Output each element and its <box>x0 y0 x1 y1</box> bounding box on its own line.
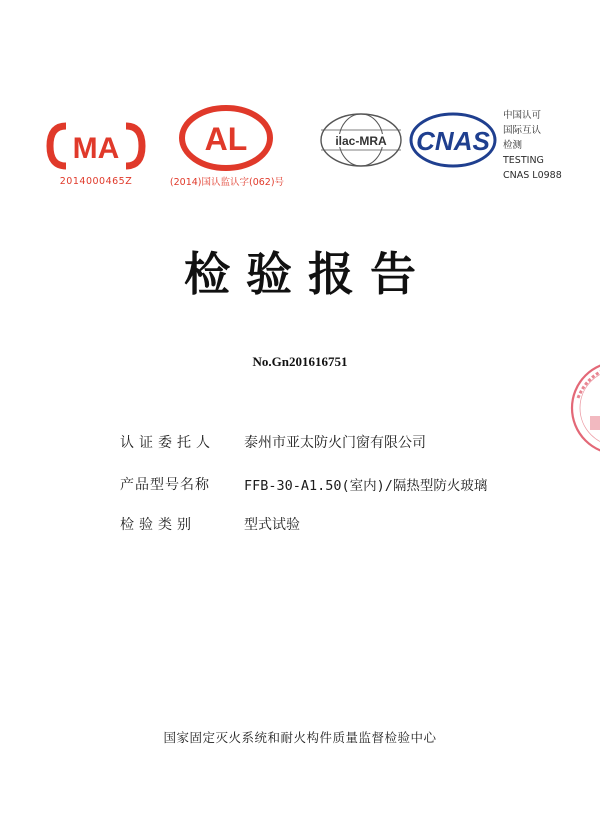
issuing-organization: 国家固定灭火系统和耐火构件质量监督检验中心 <box>163 730 437 745</box>
cnas-logo <box>408 110 498 170</box>
cma-logo-icon <box>46 118 146 174</box>
cnas-accreditation-text <box>503 108 593 183</box>
cal-logo <box>162 104 292 196</box>
cma-code: 2014000465Z <box>59 176 133 187</box>
report-number: No.Gn201616751 <box>252 354 348 369</box>
seal-stamp-icon <box>556 358 600 458</box>
field-label: 产品型号名称 <box>120 477 210 493</box>
cnas-line: TESTING <box>503 155 544 166</box>
cnas-line: 中国认可 <box>503 110 542 121</box>
cnas-logo-icon <box>408 110 498 170</box>
cnas-mark-text: CNAS <box>416 126 490 156</box>
field-label: 检验类别 <box>120 517 196 533</box>
cnas-line: 检测 <box>503 140 523 151</box>
cnas-line: CNAS L0988 <box>503 170 562 181</box>
cma-mark-text: MA <box>72 132 120 165</box>
ilac-mark-text: ilac-MRA <box>335 134 387 148</box>
cnas-line: 国际互认 <box>503 125 542 136</box>
report-title: 检验报告 <box>184 247 432 301</box>
field-value: 泰州市亚太防火门窗有限公司 <box>244 435 426 451</box>
cma-logo <box>46 118 156 196</box>
cal-code: (2014)国认监认字(062)号 <box>169 177 285 188</box>
field-label: 认证委托人 <box>120 435 215 451</box>
field-value: 型式试验 <box>244 517 300 533</box>
official-seal <box>556 358 600 458</box>
field-value: FFB-30-A1.50(室内)/隔热型防火玻璃 <box>244 478 488 494</box>
cal-logo-icon <box>176 104 276 172</box>
ilac-globe-icon <box>316 110 406 170</box>
ilac-mra-logo <box>316 110 406 170</box>
cal-mark-text: AL <box>204 121 248 157</box>
